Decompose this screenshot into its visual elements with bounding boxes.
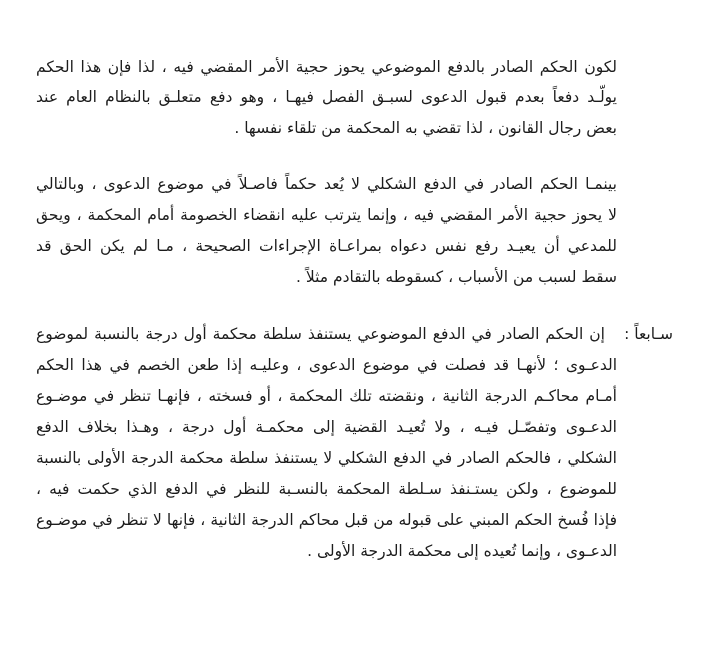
text-line: الشكلي ، فالحكم الصادر في الدفع الشكلي لا يستنفذ سلطة محكمة الدرجة الأولى بالنسبة (36, 449, 617, 467)
text-line: بينمـا الحكم الصادر في الدفع الشكلي لا يُعد حكماً فاصـلاً في موضوع الدعوى ، وبالتالي (36, 175, 617, 193)
item-label: سـابعاً : (624, 325, 673, 343)
text-line: للموضوع ، ولكن يستـنفذ سـلطة المحكمة بالنسـبة للنظر في الدفع الذي حكمت فيه ، (36, 480, 617, 498)
text-line: الدعـوى ؛ لأنهـا قد فصلت في موضوع الدعوى ، وعليـه إذا طعن الخصم في هذا الحكم (36, 356, 617, 374)
text-line: الدعـوى وتفصّـل فيـه ، ولا تُعيـد القضية إلى محكمـة أول درجة ، وهـذا بخلاف الدفع (36, 418, 617, 436)
text-line: أمـام محاكـم الدرجة الثانية ، ونقضته تلك المحكمة ، أو فسخته ، فإنهـا تنظر في موضـوع (36, 387, 617, 405)
text-line: إن الحكم الصادر في الدفع الموضوعي يستنفذ سلطة محكمة أول درجة بالنسبة لموضوع (36, 325, 605, 343)
text-line: لا يحوز حجية الأمر المقضي فيه ، وإنما يترتب عليه انقضاء الخصومة أمام المحكمة ، ويحق (36, 206, 617, 224)
text-line: يولّـد دفعاً بعدم قبول الدعوى لسبـق الفصل فيهـا ، وهو دفع متعلـق بالنظام العام عند (36, 88, 617, 106)
text-line: الدعـوى ، وإنما تُعيده إلى محكمة الدرجة الأولى . (307, 542, 617, 560)
text-line: سقط لسبب من الأسباب ، كسقوطه بالتقادم مثلاً . (296, 268, 617, 286)
text-line: بعض رجال القانون ، لذا تقضي به المحكمة من تلقاء نفسها . (234, 119, 617, 137)
text-line: لكون الحكم الصادر بالدفع الموضوعي يحوز حجية الأمر المقضي فيه ، لذا فإن هذا الحكم (36, 58, 617, 76)
text-line: فإذا فُسخ الحكم المبني على قبوله من قبل محاكم الدرجة الثانية ، فإنها لا تنظر في موضـوع (36, 511, 617, 529)
text-line: للمدعي أن يعيـد رفع نفس دعواه بمراعـاة الإجراءات الصحيحة ، مـا لم يكن الحق قد (36, 237, 617, 255)
